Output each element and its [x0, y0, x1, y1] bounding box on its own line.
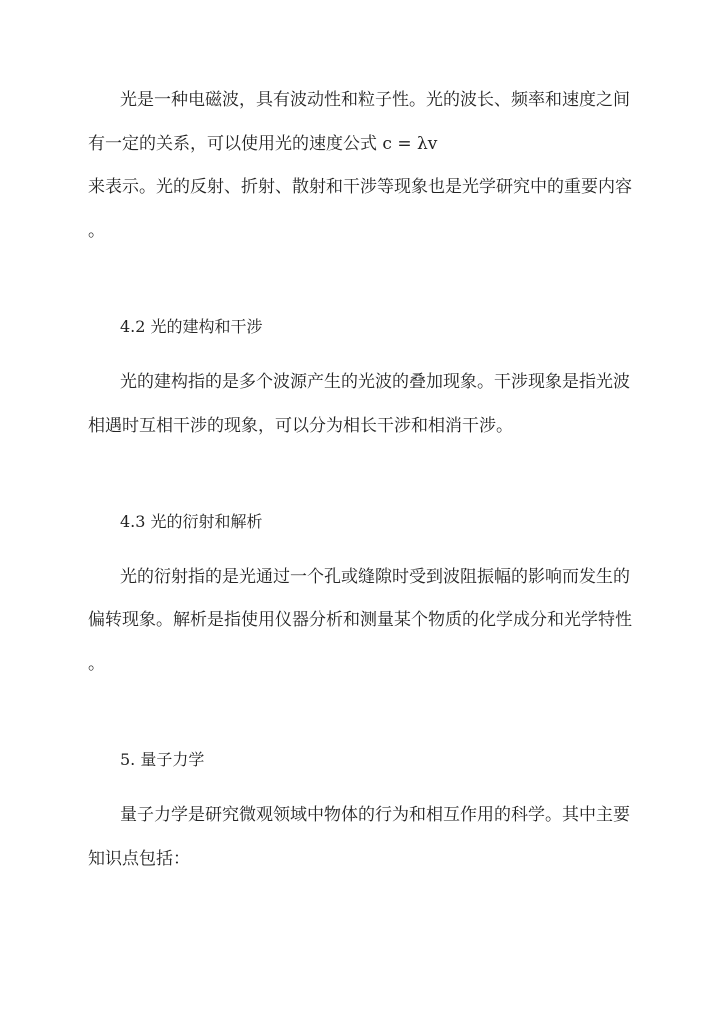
paragraph-line: 光的衍射指的是光通过一个孔或缝隙时受到波阻振幅的影响而发生的 [120, 567, 630, 587]
paragraph-line: 光是一种电磁波，具有波动性和粒子性。光的波长、频率和速度之间 [120, 90, 630, 110]
paragraph-line: 。 [88, 654, 105, 674]
section-heading: 5. 量子力学 [120, 750, 205, 769]
paragraph-line: 来表示。光的反射、折射、散射和干涉等现象也是光学研究中的重要内容 [88, 177, 632, 197]
section-heading: 4.3 光的衍射和解析 [120, 512, 263, 531]
paragraph-line: 光的建构指的是多个波源产生的光波的叠加现象。干涉现象是指光波 [120, 372, 630, 392]
section-heading: 4.2 光的建构和干涉 [120, 317, 263, 336]
paragraph-line: 。 [88, 221, 105, 241]
paragraph-line: 偏转现象。解析是指使用仪器分析和测量某个物质的化学成分和光学特性 [88, 610, 632, 630]
paragraph-line: 知识点包括： [88, 849, 190, 869]
paragraph-line: 有一定的关系，可以使用光的速度公式 c = λv [88, 134, 438, 154]
paragraph-line: 相遇时互相干涉的现象，可以分为相长干涉和相消干涉。 [88, 416, 513, 436]
paragraph-line: 量子力学是研究微观领域中物体的行为和相互作用的科学。其中主要 [120, 805, 630, 825]
